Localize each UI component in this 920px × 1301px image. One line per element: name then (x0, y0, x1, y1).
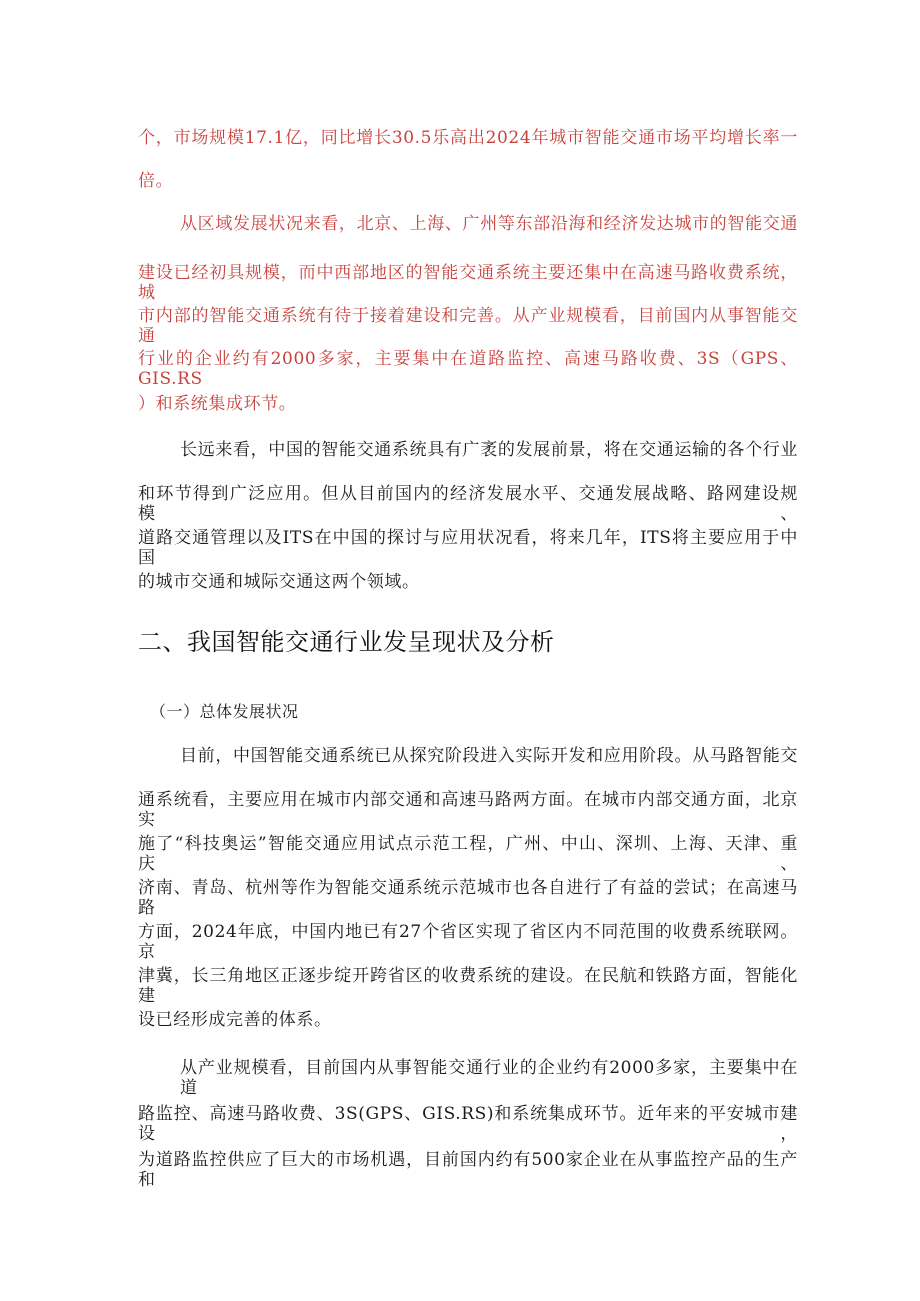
paragraph-2-line-3: 市内部的智能交通系统有待于接着建设和完善。从产业规模看，目前国内从事智能交通 (138, 306, 798, 346)
paragraph-1-line-2: 倍。 (138, 171, 174, 191)
paragraph-4-line-4: 济南、青岛、杭州等作为智能交通系统示范城市也各自进行了有益的尝试；在高速马路 (138, 878, 798, 918)
paragraph-1-line-1: 个，市场规模17.1亿，同比增长30.5乐高出2024年城市智能交通市场平均增长率一 (138, 128, 798, 148)
paragraph-2-line-5: ）和系统集成环节。 (138, 394, 297, 414)
paragraph-5-line-2: 路监控、高速马路收费、3S(GPS、GIS.RS)和系统集成环节。近年来的平安城市建设， (138, 1104, 798, 1144)
paragraph-3-line-3: 道路交通管理以及ITS在中国的探讨与应用状况看，将来几年，ITS将主要应用于中国 (138, 528, 798, 568)
paragraph-4-line-2: 通系统看，主要应用在城市内部交通和高速马路两方面。在城市内部交通方面，北京实 (138, 790, 798, 830)
paragraph-2-line-2: 建设已经初具规模，而中西部地区的智能交通系统主要还集中在高速马路收费系统，城 (138, 263, 798, 303)
section-heading: 二、我国智能交通行业发呈现状及分析 (138, 628, 555, 656)
paragraph-3-line-1: 长远来看，中国的智能交通系统具有广袤的发展前景，将在交通运输的各个行业 (180, 440, 798, 460)
paragraph-4-line-6: 津冀，长三角地区正逐步绽开跨省区的收费系统的建设。在民航和铁路方面，智能化建 (138, 966, 798, 1006)
paragraph-4-line-7: 设已经形成完善的体系。 (138, 1010, 332, 1030)
paragraph-4-line-5: 方面，2024年底，中国内地已有27个省区实现了省区内不同范围的收费系统联网。京 (138, 922, 798, 962)
paragraph-3-line-2: 和环节得到广泛应用。但从目前国内的经济发展水平、交通发展战略、路网建设规模、 (138, 484, 798, 524)
paragraph-2-line-4: 行业的企业约有2000多家，主要集中在道路监控、高速马路收费、3S（GPS、GIS.RS (138, 349, 798, 389)
paragraph-4-line-1: 目前，中国智能交通系统已从探究阶段进入实际开发和应用阶段。从马路智能交 (180, 746, 798, 766)
paragraph-5-line-1: 从产业规模看，目前国内从事智能交通行业的企业约有2000多家，主要集中在道 (180, 1058, 798, 1098)
paragraph-5-line-3: 为道路监控供应了巨大的市场机遇，目前国内约有500家企业在从事监控产品的生产和 (138, 1150, 798, 1190)
paragraph-4-line-3: 施了“科技奥运”智能交通应用试点示范工程，广州、中山、深圳、上海、天津、重庆、 (138, 834, 798, 874)
paragraph-2-line-1: 从区域发展状况来看，北京、上海、广州等东部沿海和经济发达城市的智能交通 (180, 214, 798, 234)
paragraph-3-line-4: 的城市交通和城际交通这两个领域。 (138, 572, 420, 592)
subsection-heading: （一）总体发展状况 (150, 702, 299, 721)
